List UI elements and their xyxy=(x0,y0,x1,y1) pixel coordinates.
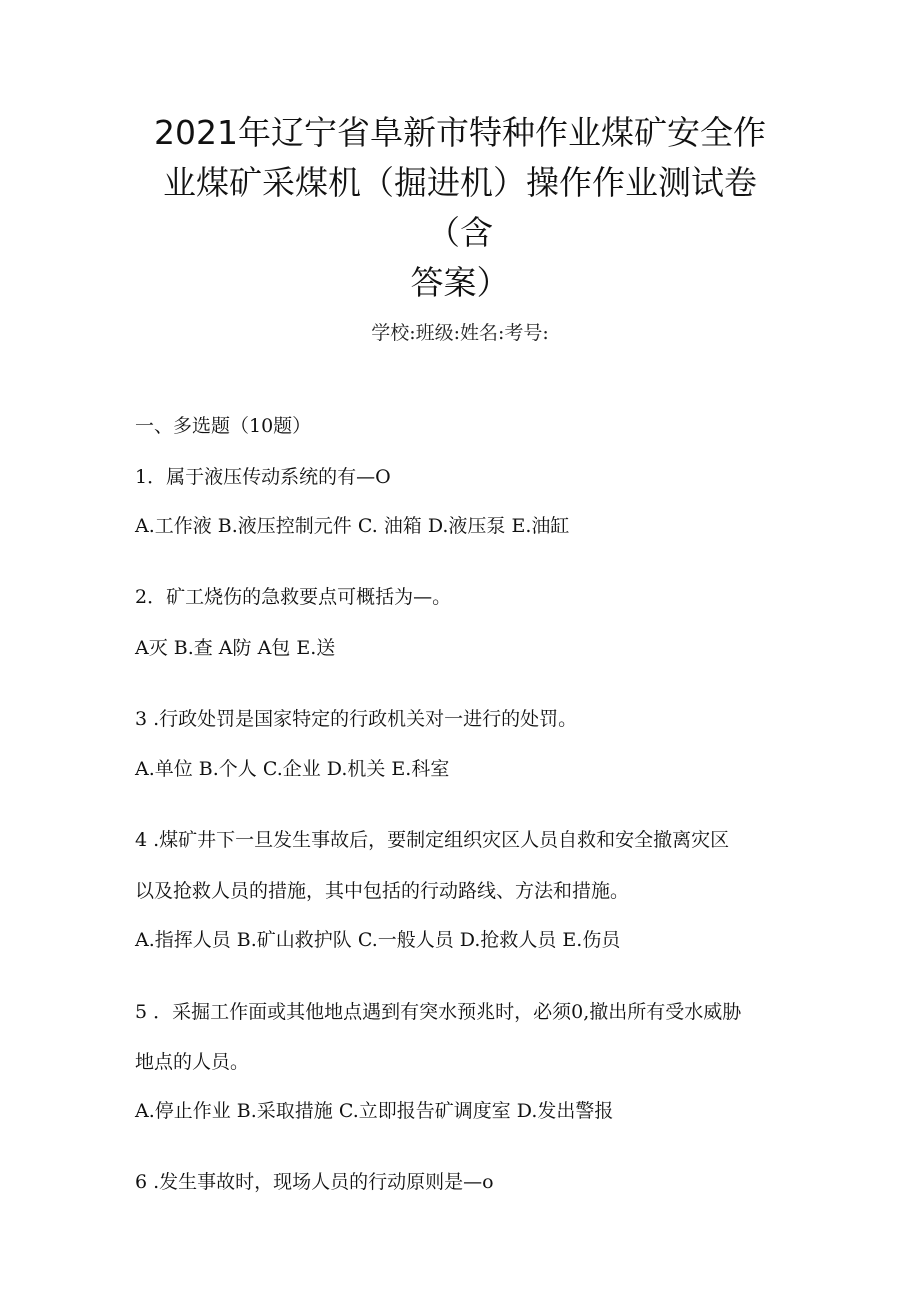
question-3-options: A.单位 B.个人 C.企业 D.机关 E.科室 xyxy=(135,758,450,780)
section-heading: 一、多选题（10题） xyxy=(135,415,312,437)
title-line-2: 业煤矿采煤机（掘进机）操作作业测试卷 xyxy=(163,163,757,202)
question-2-stem: 2．矿工烧伤的急救要点可概括为—。 xyxy=(135,586,452,608)
question-3-stem: 3 .行政处罚是国家特定的行政机关对一进行的处罚。 xyxy=(135,708,578,730)
question-4-stem-line-2: 以及抢救人员的措施，其中包括的行动路线、方法和措施。 xyxy=(135,880,630,902)
question-5-stem-line-1: 5 ．采掘工作面或其他地点遇到有突水预兆时，必须0,撤出所有受水威胁 xyxy=(135,1001,742,1023)
question-1-options: A.工作液 B.液压控制元件 C. 油箱 D.液压泵 E.油缸 xyxy=(135,515,570,537)
exam-title xyxy=(0,108,920,308)
question-2-options: A灭 B.查 A防 A包 E.送 xyxy=(135,637,336,659)
title-line-4: 答案） xyxy=(410,263,510,302)
question-6-stem: 6 .发生事故时，现场人员的行动原则是—o xyxy=(135,1171,494,1193)
question-5-stem-line-2: 地点的人员。 xyxy=(135,1051,250,1073)
title-line-1: 2021年辽宁省阜新市特种作业煤矿安全作 xyxy=(154,113,766,152)
question-4-options: A.指挥人员 B.矿山救护队 C.一般人员 D.抢救人员 E.伤员 xyxy=(135,929,621,951)
question-1-stem: 1．属于液压传动系统的有—O xyxy=(135,466,391,488)
student-info-line: 学校:班级:姓名:考号: xyxy=(371,322,549,344)
title-line-3: （含 xyxy=(427,213,493,252)
question-5-options: A.停止作业 B.采取措施 C.立即报告矿调度室 D.发出警报 xyxy=(135,1100,614,1122)
question-4-stem-line-1: 4 .煤矿井下一旦发生事故后，要制定组织灾区人员自救和安全撤离灾区 xyxy=(135,829,730,851)
